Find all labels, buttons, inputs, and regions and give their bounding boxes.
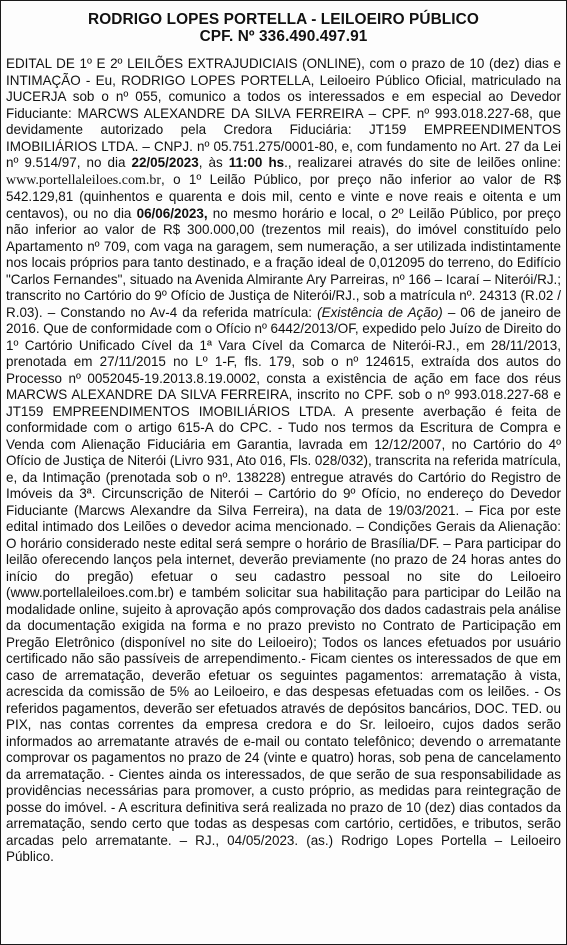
notice-text-site-intro: ., realizarei através do site de leilões online: [284, 155, 562, 170]
notice-text-property: no mesmo horário e local, o 2º Leilão Público, por preço não inferior ao valor de R$ 300.000,00 (trezentos mil reais), do imóvel constituído pelo Apartamento nº 709, com vaga na garagem, sem numeração, a ser utilizada indistintamente nos locais próprios para tanto destinado, e a fração ideal de 0,012095 do terreno, do Edifício "Carlos Fernandes", situado na Avenida Almirante Ary Parreiras, nº 166 – Icaraí – Niterói/RJ.; transcrito no Cartório do 9º Ofício de Justiça de Niterói/RJ., sob a matrícula nº. 24313 (R.02 / R.03). – Constando no Av-4 da referida matrícula: [6, 205, 561, 320]
notice-text-first-auction: , o 1º Leilão Público, por preço não inferior ao valor de R$ 542.129,81 (quinhentos e quarenta e dois mil, cento e vinte e nove reais e oitenta e um centavos), ou no dia [6, 171, 561, 221]
notice-text-conditions: – 06 de janeiro de 2016. Que de conformidade com o Ofício nº 6442/2013/OF, expedido pelo Juízo de Direito do 1º Cartório Unificado Cível da 1ª Vara Cível da Comarca de Niterói-RJ., em 28/11/2013, prenotada em 27/11/2015 no Lº 1-F, fls. 179, sob o nº 124615, extraída dos autos do Processo nº 0052045-19.2013.8.19.0002, consta a existência de ação em face dos réus MARCWS ALEXANDRE DA SILVA FERREIRA, inscrito no CPF. sob o nº 993.018.227-68 e JT159 EMPREENDIMENTOS IMOBILIÁRIOS LTDA. A presente averbação é feita de conformidade com o artigo 615-A do CPC. - Tudo nos termos da Escritura de Compra e Venda com Alienação Fiduciária em Garantia, lavrada em 12/12/2007, no Cartório do 4º Ofício de Justiça de Niterói (Livro 931, Ato 016, Fls. 028/032), transcrita na referida matrícula, e, da Intimação (prenotada sob o nº. 138228) entregue através do Cartório do Registro de Imóveis da 3ª. Circunscrição de Niterói – Cartório do 9º Ofício, no endereço do Devedor Fiduciante (Marcws Alexandre da Silva Ferreira), na data de 19/03/2021. – Fica por este edital intimado dos Leilões o devedor acima mencionado. – Condições Gerais da Alienação: O horário considerado neste edital será sempre o horário de Brasília/DF. – Para participar do leilão oferecendo lanços pela internet, deverão previamente (no prazo de 24 horas antes do início do pregão) efetuar o seu cadastro pessoal no site do Leiloeiro (www.portellaleiloes.com.br) e também solicitar sua habilitação para participar do Leilão na modalidade online, sujeito à aprovação após comprovação dos dados cadastrais pela análise da documentação exigida na forma e no prazo previsto no Contrato de Participação em Pregão Eletrônico (disponível no site do Leiloeiro); Todos os lances efetuados por usuário certificado não são passíveis de arrependimento.- Ficam cientes os interessados de que em caso de arrematação, deverão efetuar os seguintes pagamentos: arrematação à vista, acrescida da comissão de 5% ao Leiloeiro, e das despesas efetuadas com os leilões. - Os referidos pagamentos, deverão ser efetuados através de depósitos bancários, DOC. TED. ou PIX, nas contas correntes da empresa credora e do Sr. leiloeiro, cujos dados serão informados ao arrematante através de e-mail ou contato telefônico; devendo o arrematante comprovar os pagamentos no prazo de 24 (vinte e quatro) horas, sob pena de cancelamento da arrematação. - Cientes ainda os interessados, de que serão de sua responsabilidade as providências necessárias para promover, a custo próprio, as medidas para reintegração de posse do imóvel. - A escritura definitiva será realizada no prazo de 10 (dez) dias contados da arrematação, sendo certo que todas as despesas com cartório, certidões, e tributos, serão arcadas pelo arrematante. – RJ., 04/05/2023. (as.) Rodrigo Lopes Portella – Leiloeiro Público. [6, 304, 561, 864]
auctioneer-name-heading: RODRIGO LOPES PORTELLA - LEILOEIRO PÚBLICO [88, 11, 479, 28]
notice-text-intro: EDITAL DE 1º E 2º LEILÕES EXTRAJUDICIAIS (ONLINE), com o prazo de 10 (dez) dias e INTIMAÇÃO - Eu, RODRIGO LOPES PORTELLA, Leiloeiro Público Oficial, matriculado na JUCERJA sob o nº 055, comunico a todos os interessados e em especial ao Devedor Fiduciante: MARCWS ALEXANDRE DA SILVA FERREIRA – CPF. nº 993.018.227-68, que devidamente autorizado pela Credora Fiduciária: JT159 EMPREENDIMENTOS IMOBILIÁRIOS LTDA. – CNPJ. nº 05.751.275/0001-80, e, com fundamento no Art. 27 da Lei nº 9.514/97, no dia [6, 56, 561, 170]
auction-time: 11:00 hs [228, 155, 285, 170]
second-auction-date: 06/06/2023, [136, 205, 208, 221]
auctioneer-cpf-heading: CPF. Nº 336.490.497.91 [199, 28, 368, 45]
auction-site-link[interactable]: www.portellaleiloes.com.br [6, 172, 161, 188]
existence-of-action-note: (Existência de Ação) [317, 304, 443, 320]
first-auction-date: 22/05/2023 [131, 155, 199, 170]
notice-text-at: , às [198, 155, 229, 170]
notice-body [6, 56, 561, 866]
